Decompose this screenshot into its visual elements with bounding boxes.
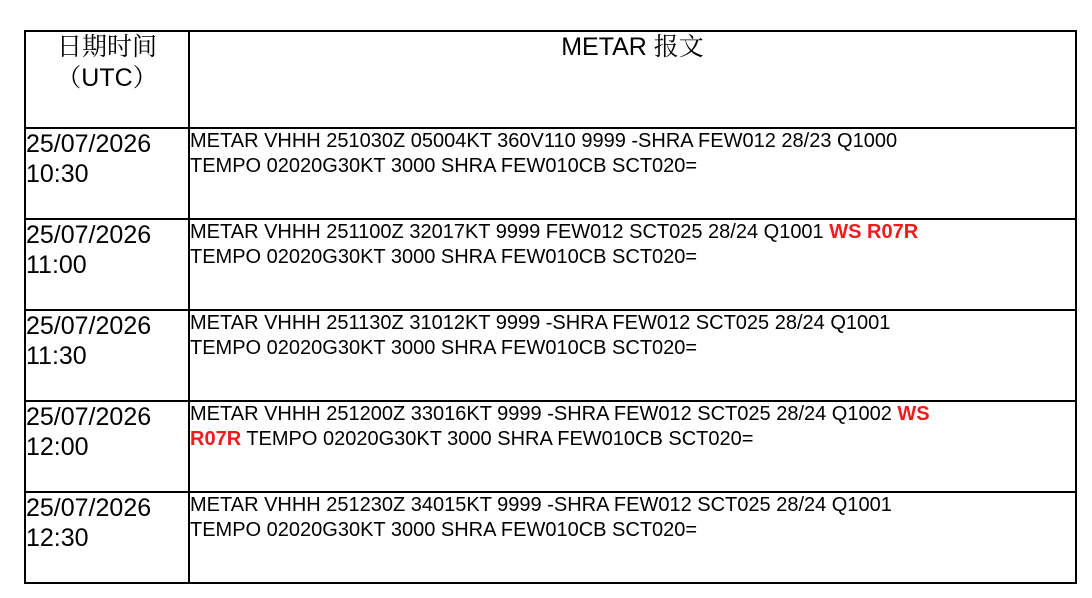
datetime-cell <box>25 492 189 583</box>
metar-trend-text: TEMPO 02020G30KT 3000 SHRA FEW010CB SCT020= <box>190 155 698 177</box>
metar-text: METAR VHHH 251100Z 32017KT 9999 FEW012 SCT025 28/24 Q1001 <box>190 221 824 243</box>
date-text: 25/07/2026 <box>26 130 152 158</box>
metar-line-1 <box>190 311 1075 336</box>
metar-trend-text: TEMPO 02020G30KT 3000 SHRA FEW010CB SCT020= <box>190 246 698 268</box>
metar-line-2 <box>190 427 1075 452</box>
date-text: 25/07/2026 <box>26 221 152 249</box>
metar-line-2 <box>190 154 1075 179</box>
metar-text: METAR VHHH 251200Z 33016KT 9999 -SHRA FEW012 SCT025 28/24 Q1002 <box>190 403 892 425</box>
metar-line-1 <box>190 220 1075 245</box>
metar-trend-text: TEMPO 02020G30KT 3000 SHRA FEW010CB SCT020= <box>246 428 754 450</box>
table-row <box>25 492 1076 583</box>
time-text: 12:30 <box>26 524 89 552</box>
datetime-cell <box>25 310 189 401</box>
metar-trend-text: TEMPO 02020G30KT 3000 SHRA FEW010CB SCT020= <box>190 337 698 359</box>
metar-cell <box>189 219 1076 310</box>
metar-text: METAR VHHH 251030Z 05004KT 360V110 9999 -SHRA FEW012 28/23 Q1000 <box>190 130 898 152</box>
time-column-header <box>25 31 189 128</box>
table-row <box>25 219 1076 310</box>
metar-line-2 <box>190 518 1075 543</box>
metar-cell <box>189 310 1076 401</box>
metar-line-2 <box>190 245 1075 270</box>
date-text: 25/07/2026 <box>26 403 152 431</box>
metar-trend-text: TEMPO 02020G30KT 3000 SHRA FEW010CB SCT020= <box>190 519 698 541</box>
time-header-label: 日期时间 <box>56 33 157 61</box>
time-text: 12:00 <box>26 433 89 461</box>
metar-line-1 <box>190 402 1075 427</box>
metar-cell <box>189 401 1076 492</box>
table-row <box>25 310 1076 401</box>
metar-line-1 <box>190 129 1075 154</box>
metar-table <box>24 30 1077 584</box>
wind-shear-warning: WS <box>897 403 930 425</box>
wind-shear-runway: R07R <box>190 428 242 450</box>
metar-text: METAR VHHH 251230Z 34015KT 9999 -SHRA FEW012 SCT025 28/24 Q1001 <box>190 494 892 516</box>
metar-text: METAR VHHH 251130Z 31012KT 9999 -SHRA FEW012 SCT025 28/24 Q1001 <box>190 312 891 334</box>
wind-shear-warning: WS R07R <box>829 221 919 243</box>
metar-cell <box>189 128 1076 219</box>
date-text: 25/07/2026 <box>26 494 152 522</box>
datetime-cell <box>25 128 189 219</box>
metar-cell <box>189 492 1076 583</box>
datetime-cell <box>25 401 189 492</box>
datetime-cell <box>25 219 189 310</box>
table-row <box>25 128 1076 219</box>
table-row <box>25 401 1076 492</box>
header-row <box>25 31 1076 128</box>
metar-line-2 <box>190 336 1075 361</box>
message-column-header <box>189 31 1076 128</box>
time-header-unit: （UTC） <box>56 64 158 92</box>
time-text: 11:30 <box>26 342 87 370</box>
message-header-label: METAR 报文 <box>561 33 704 61</box>
metar-line-1 <box>190 493 1075 518</box>
date-text: 25/07/2026 <box>26 312 152 340</box>
time-text: 10:30 <box>26 160 89 188</box>
time-text: 11:00 <box>26 251 87 279</box>
